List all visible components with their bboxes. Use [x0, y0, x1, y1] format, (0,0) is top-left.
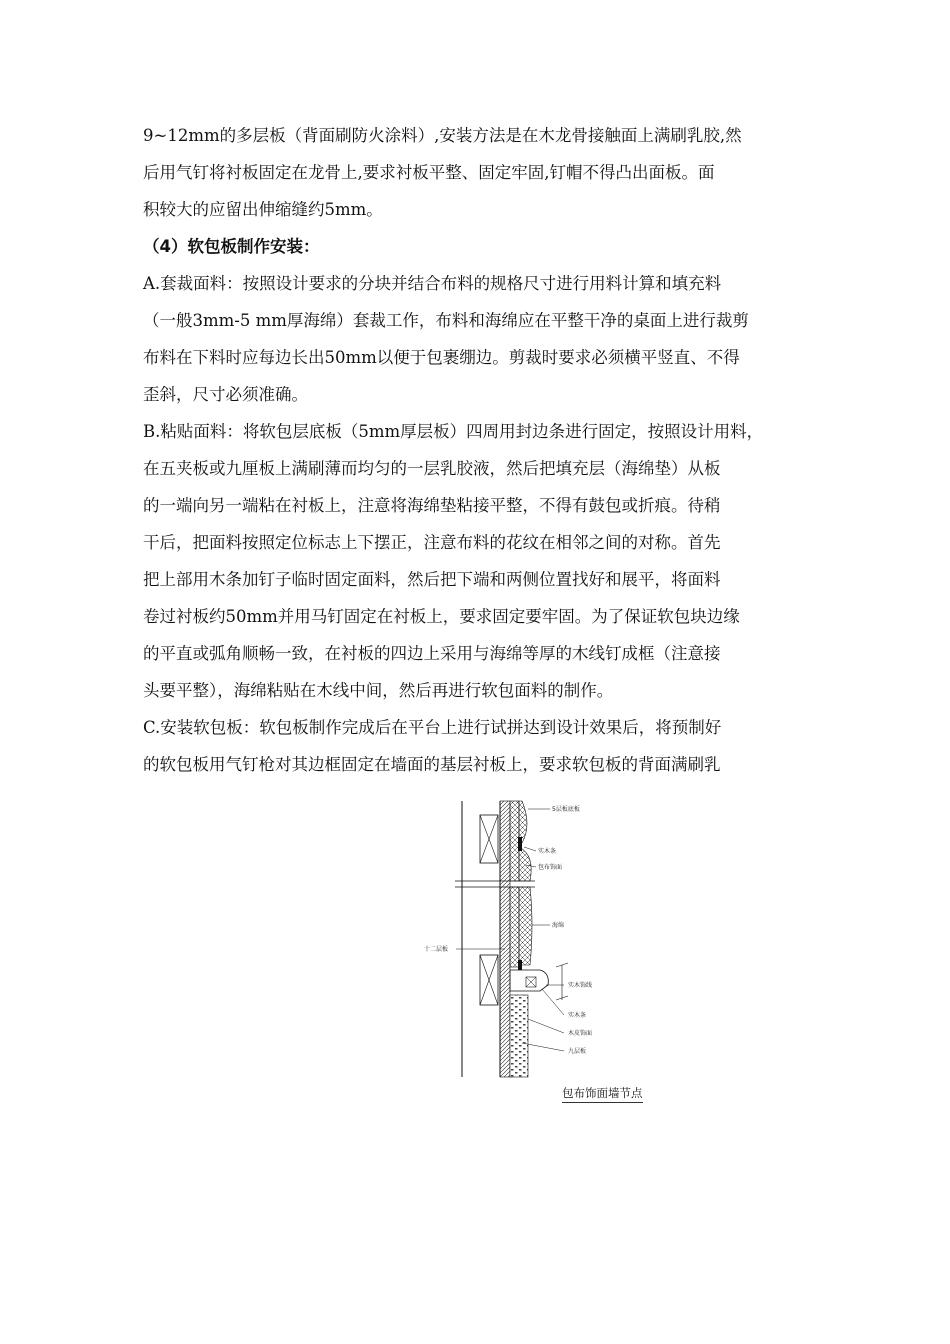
text-line: 歪斜，尺寸必须准确。 — [143, 385, 308, 404]
text-line: B.粘贴面料：将软包层底板（5mm厚层板）四周用封边条进行固定，按照设计用料， — [143, 422, 764, 441]
label-twelve-ply: 十二层板 — [424, 946, 449, 953]
text-line: 卷过衬板约50mm并用马钉固定在衬板上，要求固定要牢固。为了保证软包块边缘 — [143, 607, 740, 626]
wall-section-drawing — [410, 795, 670, 1115]
text-line: 9~12mm的多层板（背面刷防火涂料）,安装方法是在木龙骨接触面上满刷乳胶,然 — [143, 126, 742, 145]
text-line: 头要平整），海绵粘贴在木线中间，然后再进行软包面料的制作。 — [143, 681, 614, 700]
label-wood-strip-bottom: 实木条 — [568, 1012, 587, 1019]
text-line: C.安装软包板：软包板制作完成后在平台上进行试拼达到设计效果后，将预制好 — [143, 718, 722, 737]
text-line: 的平直或弧角顺畅一致，在衬板的四边上采用与海绵等厚的木线钉成框（注意接 — [143, 644, 721, 663]
body-text — [143, 117, 815, 783]
text-line: A.套裁面料：按照设计要求的分块并结合布料的规格尺寸进行用料计算和填充料 — [143, 274, 722, 293]
text-line: 后用气钉将衬板固定在龙骨上,要求衬板平整、固定牢固,钉帽不得凸出面板。面 — [143, 163, 715, 182]
text-line: 的软包板用气钉枪对其边框固定在墙面的基层衬板上，要求软包板的背面满刷乳 — [143, 755, 721, 774]
label-fabric-finish: 包布饰面 — [538, 864, 563, 871]
label-nine-ply: 九层板 — [568, 1048, 587, 1055]
label-veneer-finish: 木皮饰面 — [568, 1030, 593, 1037]
text-line: 积较大的应留出伸缩缝约5mm。 — [143, 200, 383, 219]
text-line: 在五夹板或九厘板上满刷薄而均匀的一层乳胶液，然后把填充层（海绵垫）从板 — [143, 459, 721, 478]
label-foam: 海绵 — [552, 922, 565, 929]
text-line: 的一端向另一端粘在衬板上，注意将海绵垫粘接平整，不得有鼓包或折痕。待稍 — [143, 496, 721, 515]
text-line: 干后，把面料按照定位标志上下摆正，注意布料的花纹在相邻之间的对称。首先 — [143, 533, 721, 552]
text-line: 把上部用木条加钉子临时固定面料，然后把下端和两侧位置找好和展平，将面料 — [143, 570, 721, 589]
text-line: 布料在下料时应每边长出50mm以便于包裹绷边。剪裁时要求必须横平竖直、不得 — [143, 348, 740, 367]
text-line: （一般3mm-5 mm厚海绵）套裁工作，布料和海绵应在平整干净的桌面上进行裁剪 — [143, 311, 749, 330]
label-wood-strip-top: 实木条 — [538, 848, 557, 855]
section-heading: （4）软包板制作安装： — [143, 237, 320, 256]
figure-caption: 包布饰面墙节点 — [562, 1085, 643, 1103]
label-base-board: 5层板底板 — [552, 806, 580, 813]
label-wood-trim: 实木饰线 — [568, 982, 593, 989]
